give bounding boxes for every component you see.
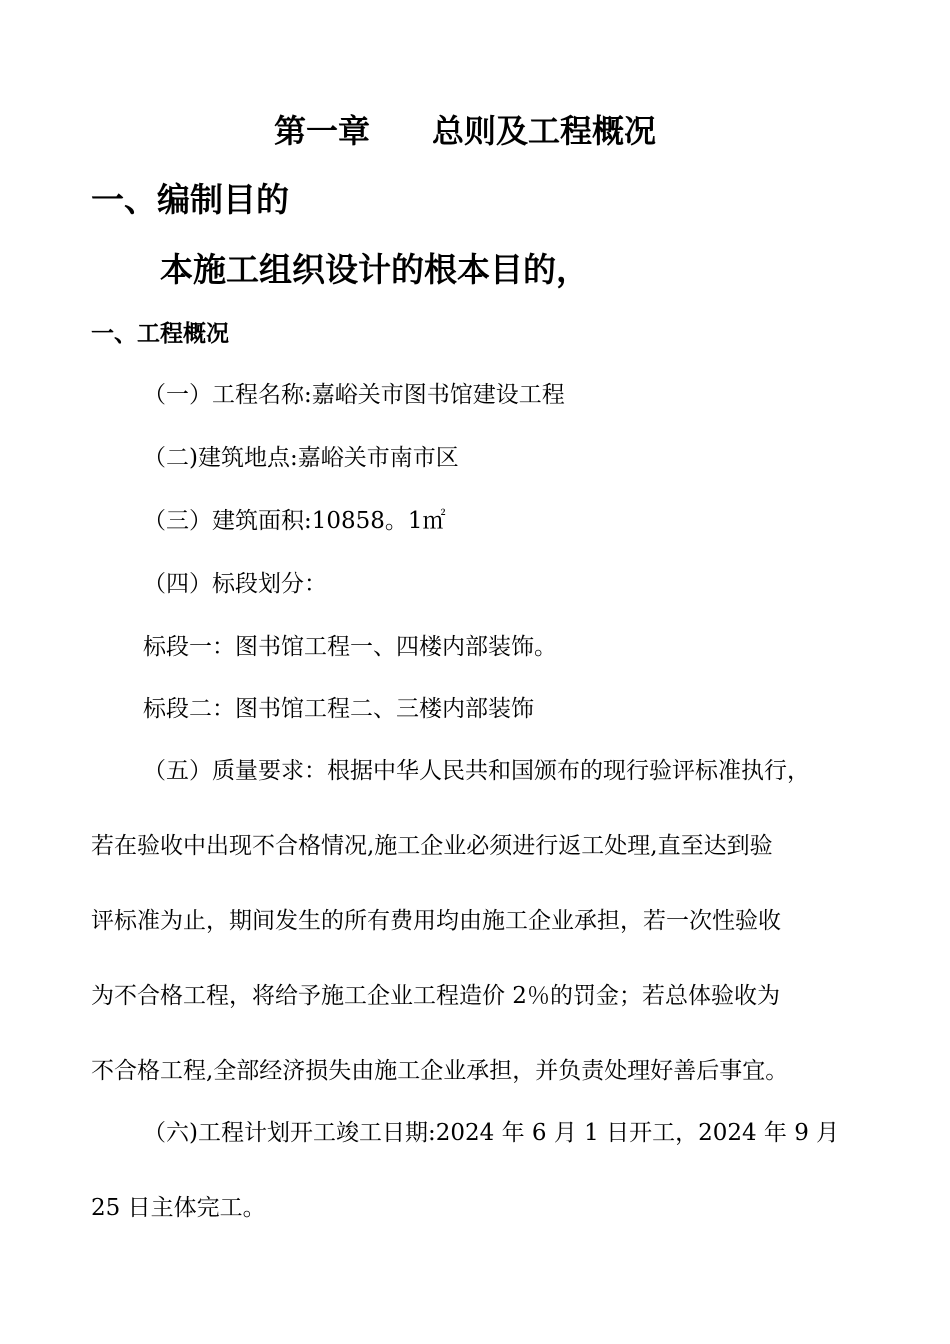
project-name: （一）工程名称:嘉峪关市图书馆建设工程: [143, 382, 565, 408]
purpose-text: 本施工组织设计的根本目的，: [160, 250, 589, 289]
quality-line-4: 为不合格工程，将给予施工企业工程造价 2％的罚金；若总体验收为: [91, 983, 780, 1009]
quality-line-1: （五）质量要求：根据中华人民共和国颁布的现行验评标准执行，: [143, 758, 810, 784]
lot-one: 标段一：图书馆工程一、四楼内部装饰。: [143, 634, 557, 660]
quality-line-2: 若在验收中出现不合格情况,施工企业必须进行返工处理,直至达到验: [91, 833, 773, 859]
section-heading-purpose: 一、编制目的: [91, 180, 289, 219]
quality-line-5: 不合格工程,全部经济损失由施工企业承担，并负责处理好善后事宜。: [91, 1058, 789, 1084]
section-heading-overview: 一、工程概况: [91, 321, 229, 347]
chapter-title: 总则及工程概况: [432, 112, 657, 150]
schedule-line-1: （六)工程计划开工竣工日期:2024 年 6 月 1 日开工，2024 年 9 月: [143, 1120, 840, 1146]
lot-division-label: （四）标段划分：: [143, 571, 327, 597]
chapter-number: 第一章: [274, 112, 371, 150]
lot-two: 标段二：图书馆工程二、三楼内部装饰: [143, 696, 534, 722]
project-location: （二)建筑地点:嘉峪关市南市区: [143, 445, 459, 471]
project-area: （三）建筑面积:10858。1㎡: [143, 508, 446, 534]
quality-line-3: 评标准为止，期间发生的所有费用均由施工企业承担，若一次性验收: [91, 908, 781, 934]
schedule-line-2: 25 日主体完工。: [91, 1195, 266, 1221]
